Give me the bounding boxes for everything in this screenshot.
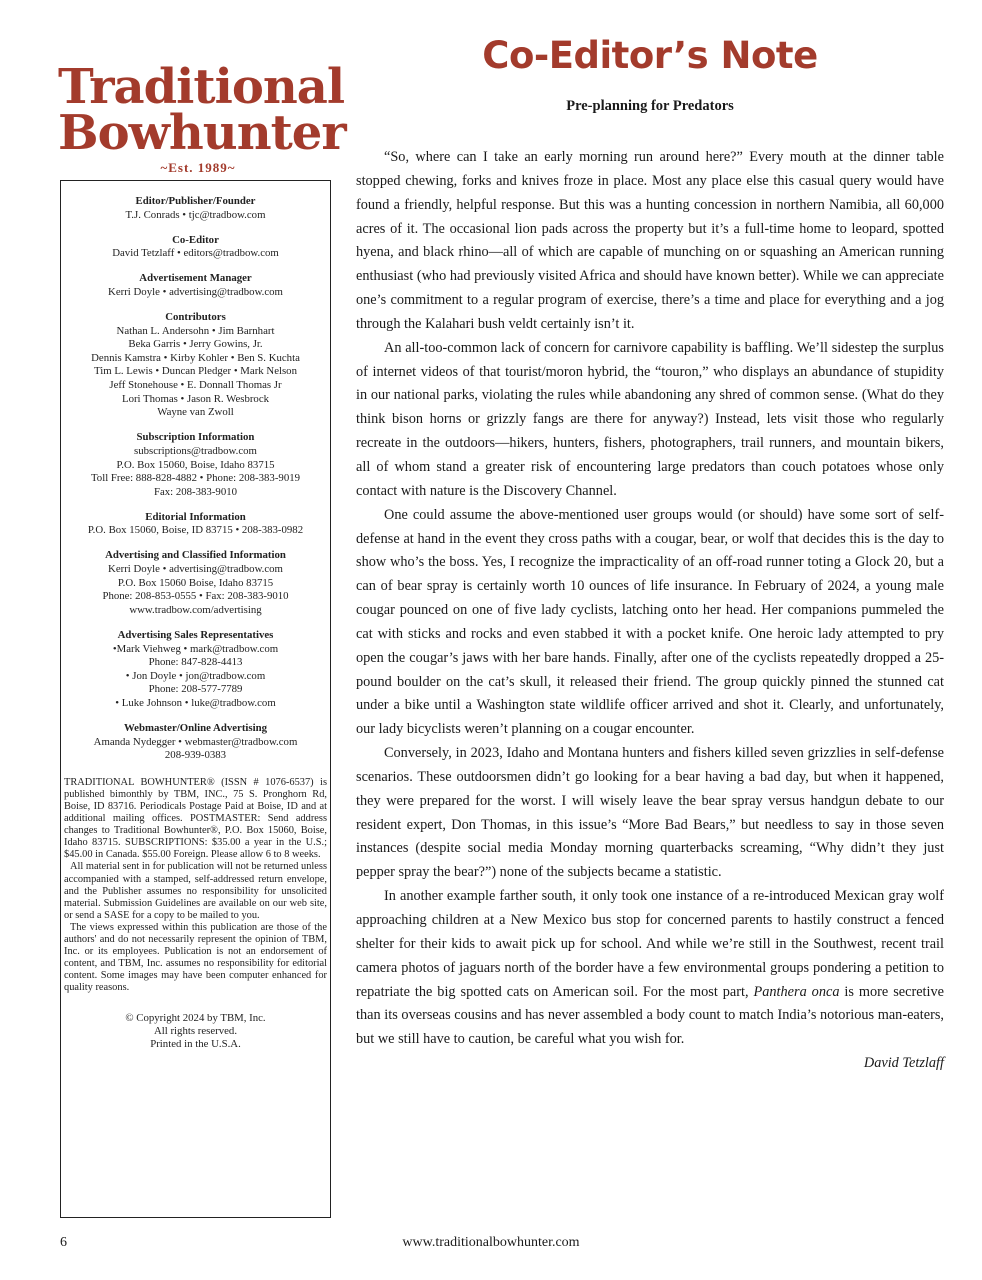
masthead-block-title: Subscription Information xyxy=(136,431,255,444)
masthead-line: P.O. Box 15060, Boise, Idaho 83715 xyxy=(116,458,275,471)
masthead-line: 208-939-0383 xyxy=(164,749,227,762)
masthead-line: T.J. Conrads • tjc@tradbow.com xyxy=(125,208,266,221)
masthead-block-title: Co-Editor xyxy=(172,233,219,246)
masthead-line: P.O. Box 15060 Boise, Idaho 83715 xyxy=(117,576,274,589)
masthead-line: • Luke Johnson • luke@tradbow.com xyxy=(115,696,276,709)
copyright xyxy=(64,1012,327,1051)
masthead-line: •Mark Viehweg • mark@tradbow.com xyxy=(112,642,279,655)
masthead-line: Nathan L. Andersohn • Jim Barnhart xyxy=(116,324,275,337)
masthead-line: Tim L. Lewis • Duncan Pledger • Mark Nelson xyxy=(94,365,297,378)
paragraph-text: In another example farther south, it only took one instance of a re-introduced Mexican gray wolf approaching children at a New Mexico bus stop for concerned parents to hastily construct a fenced shelter for their kids to await pick up for school. And while we’re still in the Southwest, recent trail camera photos of jaguars north of the border have a few environmental groups pondering a petition to repatriate the big spotted cats on American soil. For the most part, xyxy=(356,888,944,1000)
masthead-block-title: Editorial Information xyxy=(145,510,246,523)
legal-lead: TRADITIONAL BOWHUNTER® xyxy=(64,776,215,788)
masthead-line: P.O. Box 15060, Boise, ID 83715 • 208-383-0982 xyxy=(87,524,304,537)
page-number: 6 xyxy=(60,1235,67,1250)
masthead-line: Phone: 208-577-7789 xyxy=(148,683,243,696)
author-signature: David Tetzlaff xyxy=(863,1055,944,1072)
article-paragraph xyxy=(356,885,944,1052)
masthead-box xyxy=(60,180,331,1218)
masthead-line: Toll Free: 888-828-4882 • Phone: 208-383-9019 xyxy=(90,472,301,485)
copyright-line: © Copyright 2024 by TBM, Inc. xyxy=(125,1012,266,1025)
magazine-logo xyxy=(58,59,346,176)
legal-text: (ISSN # 1076-6537) is published bimonthly by TBM, INC., 75 S. Pronghorn Rd, Boise, ID 83716. Periodicals Postage Paid at Boise, ID and at additional mailing offices. POSTMASTER: Send address changes to Traditional Bowhunter®, P.O. Box 15060, Boise, Idaho 83715. SUBSCRIPTIONS: $35.00 a year in the U.S.; $45.00 in Canada. $55.00 Foreign. Please allow 6 to 8 weeks. xyxy=(64,776,327,861)
article-paragraph: An all-too-common lack of concern for carnivore capability is baffling. We’ll sidestep the surplus of internet videos of that tourist/moron hybrid, the “touron,” who displays an abundance of stupidity in our national parks, violating the rules while abandoning any shred of common sense. (What do they think bison horns or grizzly fangs are there for anyway?) Instead, lets visit those who regularly recreate in the outdoors—hikers, hunters, fishers, photographers, trail runners, and mountain bikers, all of whom stand a greater risk of encountering large predators than couch potatoes whose only contact with nature is the Discovery Channel. xyxy=(356,339,944,499)
masthead-line: Kerri Doyle • advertising@tradbow.com xyxy=(108,285,283,298)
masthead-line: Dennis Kamstra • Kirby Kohler • Ben S. Kuchta xyxy=(91,351,300,364)
masthead-block-title: Advertisement Manager xyxy=(139,272,252,285)
masthead-line: Fax: 208-383-9010 xyxy=(153,485,238,498)
footer-url: www.traditionalbowhunter.com xyxy=(402,1235,580,1250)
masthead-line: Phone: 847-828-4413 xyxy=(148,656,243,669)
masthead-block xyxy=(64,511,327,538)
legal-notice xyxy=(64,777,327,995)
article-paragraph: One could assume the above-mentioned user groups would (or should) have some sort of self-defense at hand in the event they cross paths with a cougar, bear, or wolf that decides this is the day to show who’s the boss. Yes, I recognize the impracticality of an off-road runner toting a Glock 20, but a can of bear spray is certainly worth 10 ounces of life insurance. In February of 2024, a young male cougar pounced on one of five lady cyclists, latching onto her head. Her companions pummeled the cat with sticks and rocks and even stabbed it with a pocket knife. One heroic lady attempted to pry open the cougar’s jaws with her bare hands. Finally, after one of the cyclists repeatedly dropped a 25-pound boulder on the cat’s skull, it released their friend. The group quickly pinned the stunned cat under a bike until a Washington state wildlife officer arrived and shot it. Clearly, and unfortunately, our lady bicyclists weren’t planning on a cougar encounter. xyxy=(356,506,944,738)
masthead-block-title: Editor/Publisher/Founder xyxy=(135,195,256,207)
masthead-line: Beka Garris • Jerry Gowins, Jr. xyxy=(128,338,263,351)
masthead-line: Kerri Doyle • advertising@tradbow.com xyxy=(108,563,283,576)
legal-paragraph xyxy=(64,777,327,862)
masthead-line: Phone: 208-853-0555 • Fax: 208-383-9010 xyxy=(102,590,289,603)
masthead-block xyxy=(64,272,327,299)
masthead-block xyxy=(64,549,327,617)
paragraph-text: is more secretive than its overseas cousins and has never assembled a body count to match India’s notorious man-eaters, but we still have to caution, be careful what you wish for. xyxy=(356,983,944,1048)
copyright-line: Printed in the U.S.A. xyxy=(150,1038,241,1051)
masthead-block-title: Webmaster/Online Advertising xyxy=(123,722,268,734)
copyright-line: All rights reserved. xyxy=(153,1025,238,1038)
legal-paragraph: All material sent in for publication will not be returned unless accompanied with a stamped, self-addressed return envelope, and the Publisher assumes no responsibility for unsolicited material. Submission Guidelines are available on our web site, or send a SASE for a copy to be mailed to you. xyxy=(64,861,327,921)
masthead-line: subscriptions@tradbow.com xyxy=(134,444,257,457)
masthead-line: • Jon Doyle • jon@tradbow.com xyxy=(125,669,266,682)
masthead-block xyxy=(64,722,327,763)
logo-established: ~Est. 1989~ xyxy=(160,160,236,175)
masthead-line: Amanda Nydegger • webmaster@tradbow.com xyxy=(93,735,298,748)
article-title: Co-Editor’s Note xyxy=(482,34,818,77)
masthead-block xyxy=(64,195,327,222)
masthead-line: Wayne van Zwoll xyxy=(157,406,234,419)
masthead-line: David Tetzlaff • editors@tradbow.com xyxy=(112,247,279,260)
article-paragraph: “So, where can I take an early morning run around here?” Every mouth at the dinner table stopped chewing, forks and knives froze in place. Most any place else this casual query would have found a friendly, helpful response. But this was a hunting concession in northern Namibia, all 60,000 acres of it. The occasional lion pads across the property but it’s a full-time home to leopard, spotted hyena, and black rhino—all of which are capable of munching on or squashing an American running enthusiast (who had previously visited Africa and should have known better). While we can appreciate one’s commitment to a regular program of exercise, there’s a time and place for everything and a jog through the Kalahari bush veldt certainly isn’t it. xyxy=(356,149,944,332)
masthead-block-title: Advertising Sales Representatives xyxy=(117,628,274,641)
logo-line-1: Traditional xyxy=(58,59,345,115)
article-paragraph: Conversely, in 2023, Idaho and Montana hunters and fishers killed seven grizzlies in self-defense scenarios. These outdoorsmen didn’t go looking for a bear having a bad day, but when it happened, they were prepared for the worst. I will wisely leave the bear spray versus handgun debate to our resident expert, Don Thomas, in this issue’s “More Bad Bears,” but needless to say in those seven instances (despite social media Monday morning quarterbacks screaming, “Why didn’t they just pepper spray the bear?”) none of the subjects became a statistic. xyxy=(356,745,944,881)
masthead-block-title: Advertising and Classified Information xyxy=(105,549,286,562)
article-subtitle: Pre-planning for Predators xyxy=(566,98,734,114)
masthead-block-title: Contributors xyxy=(165,311,226,324)
masthead-line: Jeff Stonehouse • E. Donnall Thomas Jr xyxy=(109,379,282,392)
species-name: Panthera onca xyxy=(753,983,840,1000)
logo-line-2: Bowhunter xyxy=(58,105,346,161)
masthead-line: Lori Thomas • Jason R. Wesbrock xyxy=(121,392,270,405)
masthead-block xyxy=(64,311,327,420)
legal-paragraph: The views expressed within this publication are those of the authors' and do not necessarily represent the opinion of TBM, Inc. or its employees. Publication is not an endorsement of content, and TBM, Inc. assumes no responsibility for editorial content. Some images may have been computer enhanced for quality reasons. xyxy=(64,921,327,994)
masthead-block xyxy=(64,629,327,711)
article-body xyxy=(356,146,944,1076)
masthead-block xyxy=(64,234,327,261)
masthead-block xyxy=(64,431,327,499)
masthead-line: www.tradbow.com/advertising xyxy=(129,603,262,616)
